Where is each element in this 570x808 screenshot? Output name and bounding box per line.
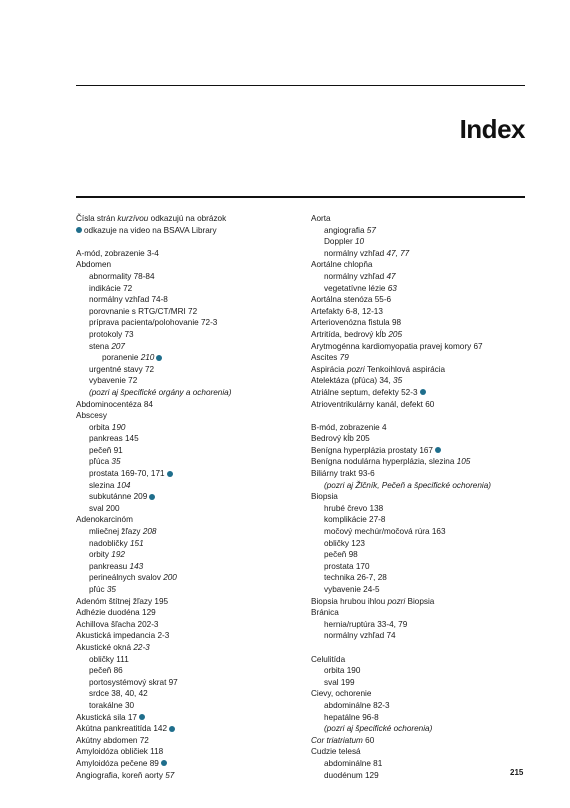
index-text: Artritída, bedrový kĺb [311,329,389,339]
index-entry [76,410,301,422]
index-legend [76,213,301,236]
index-text: 79 [339,353,349,363]
index-entry [76,468,301,480]
index-entry [76,735,301,747]
index-spacer [311,410,536,422]
index-entry [76,549,301,561]
index-text: porovnanie s RTG/CT/MRI 72 [89,306,198,316]
index-entry [311,712,536,724]
index-entry [76,758,301,770]
index-text: Bránica [311,608,339,618]
index-text: abdominálne 81 [324,758,383,768]
index-text: pankreas 145 [89,434,139,444]
index-text: indikácie 72 [89,283,133,293]
index-entry [76,271,301,283]
index-text: urgentné stavy 72 [89,364,155,374]
index-entry [76,352,301,364]
index-entry [311,468,536,480]
index-text: Adhézie duodéna 129 [76,608,156,618]
index-text: Amyloidóza pečene 89 [76,758,159,768]
index-text: komplikácie 27-8 [324,515,386,525]
index-entry [311,677,536,689]
index-text: normálny vzhľad [324,248,387,258]
index-entry [76,665,301,677]
legend-line [76,213,301,225]
video-dot-icon [435,447,441,453]
video-dot-icon [76,227,82,233]
index-entry [76,677,301,689]
index-entry [76,433,301,445]
index-text: Abscesy [76,411,107,421]
top-rule [76,85,525,86]
index-text: 22-3 [133,642,150,652]
index-entry [76,642,301,654]
index-entry [76,259,301,271]
index-text: 10 [354,237,365,247]
video-dot-icon [139,714,145,720]
index-entry [76,526,301,538]
index-entry [311,630,536,642]
index-entry [311,375,536,387]
index-entry [311,758,536,770]
index-text: (pozri aj špecifické ochorenia) [324,724,433,734]
index-text: Aortálne chlopňa [311,260,373,270]
index-text: Amyloidóza obličiek 118 [76,747,164,757]
index-spacer [76,236,301,248]
video-dot-icon [161,760,167,766]
index-entry [76,491,301,503]
index-text: vegetatívne lézie [324,283,388,293]
index-text: 35 [393,376,403,386]
index-text: subkutánne 209 [89,492,148,502]
index-entry [311,549,536,561]
index-text: orbita [89,422,112,432]
index-entry [311,352,536,364]
index-text: 105 [456,457,471,467]
index-text: (pozri aj Žlčník, Pečeň a špecifické ochorenia) [324,480,492,490]
index-text: príprava pacienta/polohovanie 72-3 [89,318,218,328]
index-text: 192 [111,550,125,560]
index-entry [76,445,301,457]
index-entry [76,341,301,353]
page-number: 215 [510,768,524,777]
index-text: obličky 111 [89,654,129,664]
index-entry [76,712,301,724]
index-text: normálny vzhľad 74 [324,631,396,641]
index-text: Benígna hyperplázia prostaty 167 [311,445,433,455]
index-text: 47, 77 [386,248,410,258]
index-entry [76,294,301,306]
index-entry [311,271,536,283]
index-text: Benígna nodulárna hyperplázia, slezina [311,457,457,467]
index-entry [311,329,536,341]
index-text: poranenie [102,353,141,363]
index-text: 205 [388,329,403,339]
index-entries-right [311,213,536,781]
index-entry [311,572,536,584]
index-column-left [76,213,301,781]
index-entry [76,306,301,318]
index-entry [76,619,301,631]
index-text: angiografia [324,225,367,235]
index-entry [311,503,536,515]
index-text: Adenokarcinóm [76,515,133,525]
index-entry [76,317,301,329]
index-entry [76,364,301,376]
index-entry [311,433,536,445]
index-text: 35 [111,457,121,467]
index-entry [76,572,301,584]
index-entries-left [76,236,301,781]
index-entry [311,259,536,271]
index-text: Aorta [311,214,331,223]
index-entry [76,480,301,492]
index-entry [76,399,301,411]
index-entry [76,770,301,782]
index-entry [76,248,301,260]
index-text: Biopsia [405,596,435,606]
index-text: Abdomen [76,260,112,270]
index-entry [311,654,536,666]
video-dot-icon [169,726,175,732]
index-text: Celulitída [311,654,346,664]
index-entry [311,723,536,735]
index-text: pankreasu [89,561,130,571]
index-text: pečeň 86 [89,666,123,676]
index-entry [311,700,536,712]
index-text: 57 [165,770,175,780]
index-text: odkazuje na video na BSAVA Library [84,225,217,235]
index-text: prostata 170 [324,561,370,571]
index-text: Arytmogénna kardiomyopatia pravej komory 67 [311,341,483,351]
index-entry [311,688,536,700]
index-entry [311,422,536,434]
index-entry [76,584,301,596]
index-text: Tenkoihlová aspirácia [364,364,446,374]
index-text: hrubé črevo 138 [324,503,384,513]
index-text: Biopsia hrubou ihlou [311,596,388,606]
index-text: pozri [387,596,406,606]
index-entry [76,375,301,387]
index-text: 57 [366,225,376,235]
index-text: normálny vzhľad 74-8 [89,295,168,305]
index-entry [311,445,536,457]
legend-line [76,225,301,237]
index-text: Adenóm štítnej žľazy 195 [76,596,169,606]
index-text: vybavenie 72 [89,376,138,386]
video-dot-icon [149,494,155,500]
index-entry [311,306,536,318]
index-text: Atelektáza (pľúca) 34, [311,376,394,386]
index-entry [311,283,536,295]
index-text: srdce 38, 40, 42 [89,689,148,699]
index-entry [76,456,301,468]
index-text: sval 199 [324,677,355,687]
index-text: Aspirácia [311,364,347,374]
index-text: Akútna pankreatitída 142 [76,724,168,734]
index-text: nadobličky [89,538,130,548]
index-text: močový mechúr/močová rúra 163 [324,527,446,537]
index-text: A-mód, zobrazenie 3-4 [76,248,159,258]
index-text: 151 [129,538,144,548]
index-text: pľúca [89,457,112,467]
index-text: hernia/ruptúra 33-4, 79 [324,619,408,629]
index-text: Doppler [324,237,355,247]
index-entry [311,364,536,376]
index-text: 63 [387,283,397,293]
index-text: Bedrový kĺb 205 [311,434,370,444]
index-entry [311,294,536,306]
index-entry [311,665,536,677]
index-entry [76,746,301,758]
index-entry [311,341,536,353]
index-text: 143 [129,561,144,571]
index-entry [76,723,301,735]
index-text: Akustická impedancia 2-3 [76,631,170,641]
index-entry [76,422,301,434]
index-text: pozri [346,364,365,374]
index-text: 210 [140,353,155,363]
index-text: pľúc [89,585,107,594]
index-text: odkazujú na obrázok [148,214,227,223]
index-text: kurzívou [117,214,149,223]
index-text: 35 [106,585,116,594]
index-text: Abdominocentéza 84 [76,399,153,409]
index-text: prostata 169-70, 171 [89,469,165,479]
index-entry [76,283,301,295]
index-entry [76,561,301,573]
index-text: pečeň 91 [89,445,123,455]
index-text: Cudzie telesá [311,747,361,757]
index-text: Achillova šľacha 202-3 [76,619,159,629]
index-text: slezina [89,480,117,490]
index-entry [311,213,536,225]
index-text: Čísla strán [76,214,118,223]
index-text: Cor triatriatum [311,735,363,745]
index-text: hepatálne 96-8 [324,712,379,722]
index-text: Akustické okná [76,642,134,652]
index-text: orbity [89,550,112,560]
index-text: Atrioventrikulárny kanál, defekt 60 [311,399,435,409]
index-entry [311,561,536,573]
index-text: sval 200 [89,503,120,513]
index-entry [76,630,301,642]
video-dot-icon [167,471,173,477]
index-text: 200 [163,573,177,583]
index-entry [76,538,301,550]
index-text: Biliárny trakt 93-6 [311,469,375,479]
index-text: torakálne 30 [89,700,135,710]
index-text: 208 [142,527,157,537]
index-text: Akustická sila 17 [76,712,137,722]
index-text: perineálnych svalov [89,573,164,583]
index-text: Arteriovenózna fistula 98 [311,318,402,328]
index-entry [76,503,301,515]
index-text: technika 26-7, 28 [324,573,387,583]
index-text: abdominálne 82-3 [324,700,390,710]
index-entry [311,480,536,492]
index-entry [311,596,536,608]
index-entry [76,387,301,399]
index-text: 190 [111,422,126,432]
index-entry [311,317,536,329]
index-text: Akútny abdomen 72 [76,735,149,745]
index-text: Atriálne septum, defekty 52-3 [311,387,418,397]
index-text: 60 [362,735,375,745]
index-entry [311,236,536,248]
index-text: stena [89,341,112,351]
index-text: Angiografia, koreň aorty [76,770,166,780]
index-entry [311,225,536,237]
index-text: (pozri aj špecifické orgány a ochorenia) [89,387,232,397]
index-entry [76,607,301,619]
index-text: Artefakty 6-8, 12-13 [311,306,383,316]
index-entry [311,538,536,550]
index-text: portosystémový skrat 97 [89,677,178,687]
index-text: pečeň 98 [324,550,358,560]
index-entry [311,607,536,619]
index-text: obličky 123 [324,538,365,548]
index-entry [76,596,301,608]
index-text: Aortálna stenóza 55-6 [311,295,392,305]
index-entry [311,619,536,631]
index-entry [76,329,301,341]
index-entry [311,399,536,411]
index-entry [311,584,536,596]
index-text: Biopsia [311,492,338,502]
index-text: 207 [111,341,125,351]
page-title: Index [459,114,525,144]
index-text: Ascites [311,353,340,363]
index-entry [311,491,536,503]
index-text: abnormality 78-84 [89,271,155,281]
index-entry [311,770,536,782]
video-dot-icon [420,389,426,395]
index-entry [311,526,536,538]
index-entry [311,387,536,399]
index-entry [311,514,536,526]
index-text: protokoly 73 [89,329,134,339]
index-text: B-mód, zobrazenie 4 [311,422,387,432]
index-column-right [311,213,536,781]
index-text: mliečnej žľazy [89,527,143,537]
index-entry [76,654,301,666]
index-entry [76,700,301,712]
index-text: 47 [386,271,396,281]
title-rule [76,196,525,198]
index-entry [311,746,536,758]
index-entry [311,735,536,747]
index-entry [311,248,536,260]
index-text: 104 [116,480,131,490]
video-dot-icon [156,355,162,361]
index-entry [76,514,301,526]
index-text: vybavenie 24-5 [324,585,380,594]
index-text: duodénum 129 [324,770,379,780]
index-spacer [311,642,536,654]
index-entry [311,456,536,468]
index-text: Cievy, ochorenie [311,689,372,699]
index-text: orbita 190 [324,666,361,676]
index-entry [76,688,301,700]
index-text: normálny vzhľad [324,271,387,281]
